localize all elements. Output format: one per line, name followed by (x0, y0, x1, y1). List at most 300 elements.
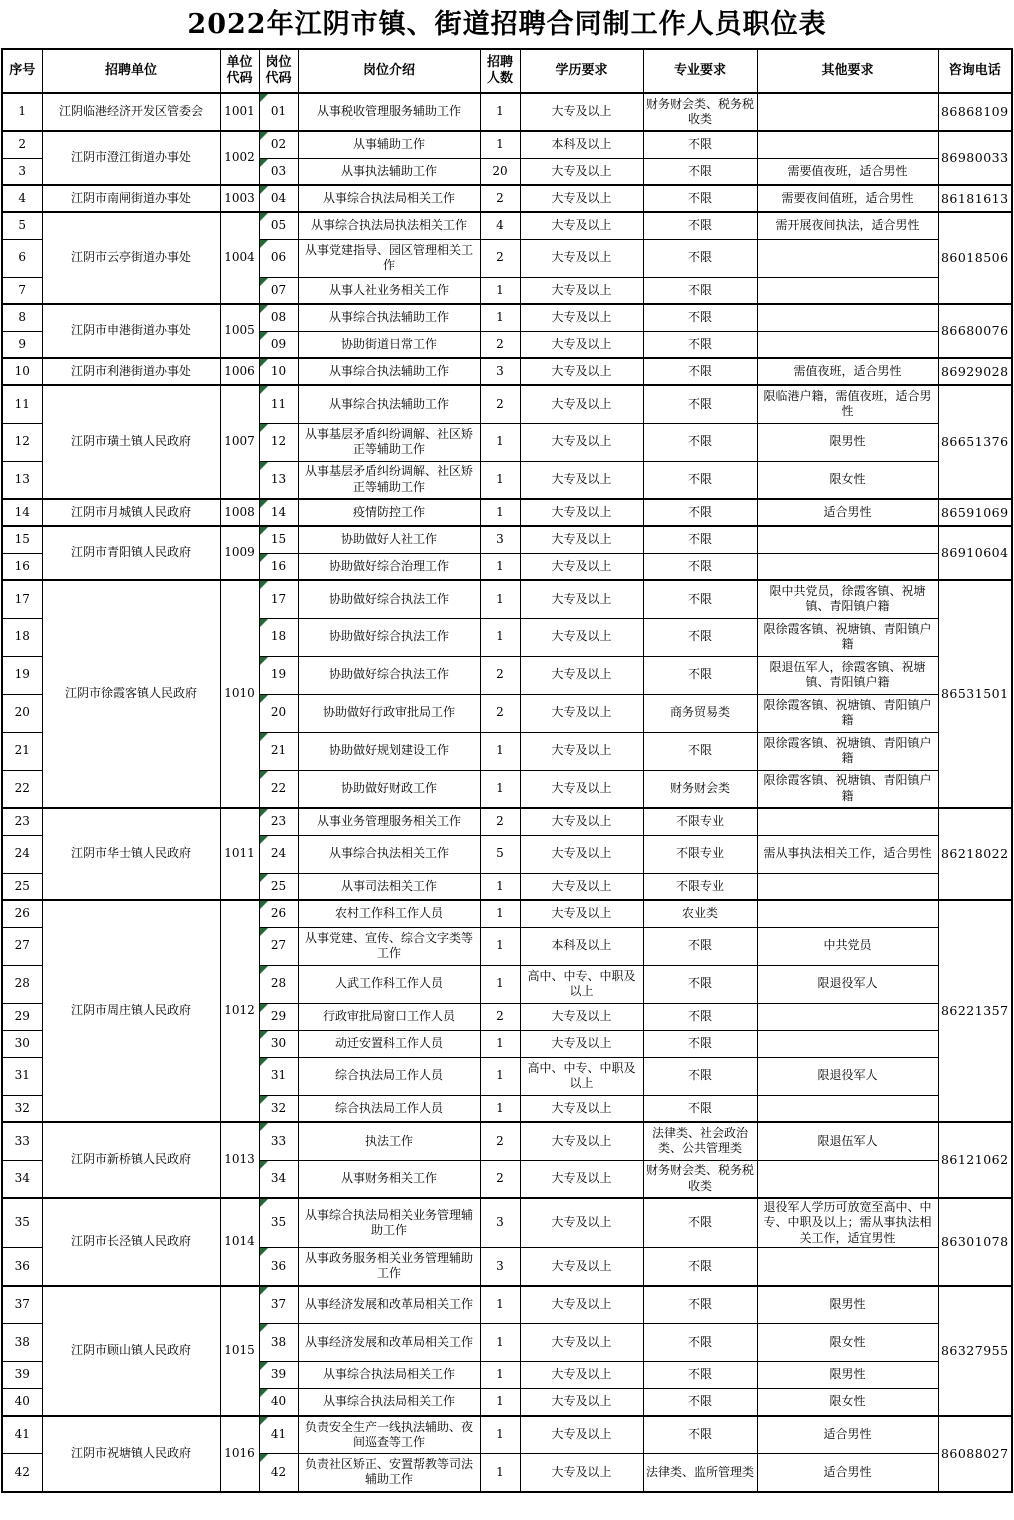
phone-cell: 86327955 (938, 1286, 1012, 1416)
post-code-cell: 10 (259, 358, 298, 385)
other-requirement-cell: 需开展夜间执法，适合男性 (757, 212, 938, 239)
education-cell: 大专及以上 (520, 499, 643, 526)
green-triangle-icon (260, 733, 268, 741)
phone-cell: 86121062 (938, 1122, 1012, 1198)
intro-cell: 从事综合执法局相关工作 (298, 1389, 480, 1416)
count-cell: 20 (480, 158, 520, 185)
phone-cell: 86018506 (938, 212, 1012, 304)
unit-code-cell: 1006 (220, 358, 259, 385)
unit-group (2, 1286, 1012, 1416)
post-code-cell: 15 (259, 526, 298, 553)
serial-cell: 38 (2, 1324, 42, 1362)
unit-code-cell: 1003 (220, 185, 259, 212)
green-triangle-icon (260, 527, 268, 535)
other-requirement-cell (757, 808, 938, 835)
table-row (2, 808, 1012, 835)
other-requirement-cell: 需从事执法相关工作，适合男性 (757, 835, 938, 873)
post-code-cell: 16 (259, 553, 298, 580)
count-cell: 1 (480, 927, 520, 965)
green-triangle-icon (260, 332, 268, 340)
table-header (2, 49, 1012, 93)
serial-cell: 33 (2, 1122, 42, 1160)
unit-code-cell: 1015 (220, 1286, 259, 1416)
table-row (2, 358, 1012, 385)
post-code-cell: 22 (259, 770, 298, 808)
education-cell: 高中、中专、中职及以上 (520, 1057, 643, 1095)
other-requirement-cell: 需要夜间值班，适合男性 (757, 185, 938, 212)
other-requirement-cell (757, 1003, 938, 1030)
other-requirement-cell: 限退役军人 (757, 965, 938, 1003)
serial-cell: 3 (2, 158, 42, 185)
col-header-major: 专业要求 (643, 49, 757, 93)
green-triangle-icon (260, 240, 268, 248)
green-triangle-icon (260, 1031, 268, 1039)
green-triangle-icon (260, 386, 268, 394)
intro-cell: 从事综合执法辅助工作 (298, 385, 480, 423)
count-cell: 2 (480, 808, 520, 835)
intro-cell: 从事税收管理服务辅助工作 (298, 93, 480, 131)
major-cell: 不限 (643, 1286, 757, 1324)
post-code-cell: 42 (259, 1454, 298, 1492)
education-cell: 大专及以上 (520, 385, 643, 423)
count-cell: 1 (480, 131, 520, 158)
education-cell: 大专及以上 (520, 277, 643, 304)
green-triangle-icon (260, 1417, 268, 1425)
count-cell: 2 (480, 656, 520, 694)
count-cell: 1 (480, 1416, 520, 1454)
count-cell: 2 (480, 185, 520, 212)
major-cell: 不限 (643, 131, 757, 158)
education-cell: 大专及以上 (520, 526, 643, 553)
green-triangle-icon (260, 1161, 268, 1169)
post-code-cell: 19 (259, 656, 298, 694)
unit-group (2, 131, 1012, 185)
green-triangle-icon (260, 1454, 268, 1462)
col-header-unit: 招聘单位 (42, 49, 220, 93)
education-cell: 大专及以上 (520, 808, 643, 835)
green-triangle-icon (260, 874, 268, 882)
phone-cell: 86910604 (938, 526, 1012, 580)
intro-cell: 从事综合执法辅助工作 (298, 358, 480, 385)
other-requirement-cell (757, 93, 938, 131)
other-requirement-cell (757, 331, 938, 358)
other-requirement-cell: 限女性 (757, 461, 938, 499)
intro-cell: 协助做好人社工作 (298, 526, 480, 553)
serial-cell: 21 (2, 732, 42, 770)
header-row (2, 49, 1012, 93)
other-requirement-cell (757, 873, 938, 900)
intro-cell: 疫情防控工作 (298, 499, 480, 526)
green-triangle-icon (260, 1123, 268, 1131)
unit-group (2, 1416, 1012, 1492)
unit-code-cell: 1008 (220, 499, 259, 526)
unit-code-cell: 1005 (220, 304, 259, 358)
col-header-post-code: 岗位代码 (259, 49, 298, 93)
other-requirement-cell: 限女性 (757, 1324, 938, 1362)
post-code-cell: 31 (259, 1057, 298, 1095)
intro-cell: 从事财务相关工作 (298, 1160, 480, 1198)
education-cell: 大专及以上 (520, 1003, 643, 1030)
other-requirement-cell: 限男性 (757, 1286, 938, 1324)
unit-group (2, 526, 1012, 580)
count-cell: 1 (480, 1389, 520, 1416)
count-cell: 1 (480, 618, 520, 656)
other-requirement-cell (757, 239, 938, 277)
unit-group (2, 93, 1012, 131)
post-code-cell: 03 (259, 158, 298, 185)
green-triangle-icon (260, 1324, 268, 1332)
intro-cell: 从事综合执法辅助工作 (298, 304, 480, 331)
count-cell: 1 (480, 1057, 520, 1095)
other-requirement-cell: 限男性 (757, 423, 938, 461)
intro-cell: 农村工作科工作人员 (298, 900, 480, 927)
intro-cell: 负责安全生产一线执法辅助、夜间巡查等工作 (298, 1416, 480, 1454)
post-code-cell: 40 (259, 1389, 298, 1416)
serial-cell: 6 (2, 239, 42, 277)
intro-cell: 从事综合执法局执法相关工作 (298, 212, 480, 239)
count-cell: 1 (480, 1095, 520, 1122)
unit-code-cell: 1004 (220, 212, 259, 304)
serial-cell: 35 (2, 1198, 42, 1248)
other-requirement-cell: 限徐霞客镇、祝塘镇、青阳镇户籍 (757, 694, 938, 732)
education-cell: 大专及以上 (520, 461, 643, 499)
major-cell: 不限 (643, 1095, 757, 1122)
unit-name-cell: 江阴市青阳镇人民政府 (42, 526, 220, 580)
unit-group (2, 1198, 1012, 1286)
intro-cell: 从事司法相关工作 (298, 873, 480, 900)
intro-cell: 从事综合执法局相关工作 (298, 185, 480, 212)
post-code-cell: 24 (259, 835, 298, 873)
count-cell: 1 (480, 1454, 520, 1492)
position-table (1, 48, 1013, 1493)
post-code-cell: 41 (259, 1416, 298, 1454)
education-cell: 大专及以上 (520, 423, 643, 461)
phone-cell: 86221357 (938, 900, 1012, 1122)
phone-cell: 86181613 (938, 185, 1012, 212)
table-row (2, 304, 1012, 331)
other-requirement-cell (757, 1160, 938, 1198)
unit-code-cell: 1011 (220, 808, 259, 900)
phone-cell: 86591069 (938, 499, 1012, 526)
intro-cell: 从事人社业务相关工作 (298, 277, 480, 304)
post-code-cell: 26 (259, 900, 298, 927)
unit-group (2, 900, 1012, 1122)
serial-cell: 30 (2, 1030, 42, 1057)
count-cell: 5 (480, 835, 520, 873)
major-cell: 不限 (643, 927, 757, 965)
intro-cell: 从事基层矛盾纠纷调解、社区矫正等辅助工作 (298, 423, 480, 461)
table-row (2, 185, 1012, 212)
unit-code-cell: 1002 (220, 131, 259, 185)
serial-cell: 41 (2, 1416, 42, 1454)
education-cell: 本科及以上 (520, 131, 643, 158)
phone-cell: 86929028 (938, 358, 1012, 385)
intro-cell: 从事综合执法局相关工作 (298, 1362, 480, 1389)
post-code-cell: 23 (259, 808, 298, 835)
green-triangle-icon (260, 695, 268, 703)
serial-cell: 19 (2, 656, 42, 694)
unit-code-cell: 1001 (220, 93, 259, 131)
post-code-cell: 34 (259, 1160, 298, 1198)
table-row (2, 212, 1012, 239)
post-code-cell: 32 (259, 1095, 298, 1122)
serial-cell: 39 (2, 1362, 42, 1389)
count-cell: 1 (480, 461, 520, 499)
green-triangle-icon (260, 1199, 268, 1207)
unit-group (2, 808, 1012, 900)
serial-cell: 34 (2, 1160, 42, 1198)
education-cell: 大专及以上 (520, 212, 643, 239)
other-requirement-cell: 限临港户籍，需值夜班，适合男性 (757, 385, 938, 423)
unit-group (2, 1122, 1012, 1198)
education-cell: 大专及以上 (520, 185, 643, 212)
post-code-cell: 37 (259, 1286, 298, 1324)
green-triangle-icon (260, 305, 268, 313)
intro-cell: 综合执法局工作人员 (298, 1095, 480, 1122)
other-requirement-cell (757, 131, 938, 158)
major-cell: 不限 (643, 499, 757, 526)
major-cell: 不限 (643, 158, 757, 185)
major-cell: 不限 (643, 212, 757, 239)
serial-cell: 12 (2, 423, 42, 461)
green-triangle-icon (260, 1362, 268, 1370)
serial-cell: 7 (2, 277, 42, 304)
serial-cell: 1 (2, 93, 42, 131)
intro-cell: 人武工作科工作人员 (298, 965, 480, 1003)
green-triangle-icon (260, 213, 268, 221)
green-triangle-icon (260, 159, 268, 167)
major-cell: 商务贸易类 (643, 694, 757, 732)
education-cell: 大专及以上 (520, 358, 643, 385)
major-cell: 不限专业 (643, 873, 757, 900)
serial-cell: 36 (2, 1248, 42, 1286)
green-triangle-icon (260, 771, 268, 779)
education-cell: 大专及以上 (520, 1095, 643, 1122)
unit-group (2, 185, 1012, 212)
education-cell: 大专及以上 (520, 618, 643, 656)
education-cell: 大专及以上 (520, 304, 643, 331)
education-cell: 大专及以上 (520, 1454, 643, 1492)
education-cell: 大专及以上 (520, 900, 643, 927)
other-requirement-cell: 中共党员 (757, 927, 938, 965)
other-requirement-cell: 限退役军人 (757, 1057, 938, 1095)
serial-cell: 11 (2, 385, 42, 423)
count-cell: 2 (480, 1122, 520, 1160)
count-cell: 2 (480, 694, 520, 732)
major-cell: 不限 (643, 1362, 757, 1389)
other-requirement-cell: 限徐霞客镇、祝塘镇、青阳镇户籍 (757, 618, 938, 656)
count-cell: 2 (480, 239, 520, 277)
table-row (2, 580, 1012, 618)
intro-cell: 从事综合执法相关工作 (298, 835, 480, 873)
green-triangle-icon (260, 186, 268, 194)
green-triangle-icon (260, 1004, 268, 1012)
phone-cell: 86680076 (938, 304, 1012, 358)
post-code-cell: 33 (259, 1122, 298, 1160)
other-requirement-cell (757, 277, 938, 304)
count-cell: 2 (480, 1003, 520, 1030)
serial-cell: 40 (2, 1389, 42, 1416)
table-row (2, 131, 1012, 158)
major-cell: 不限 (643, 277, 757, 304)
serial-cell: 31 (2, 1057, 42, 1095)
education-cell: 高中、中专、中职及以上 (520, 965, 643, 1003)
serial-cell: 8 (2, 304, 42, 331)
serial-cell: 29 (2, 1003, 42, 1030)
unit-name-cell: 江阴市月城镇人民政府 (42, 499, 220, 526)
education-cell: 大专及以上 (520, 158, 643, 185)
phone-cell: 86980033 (938, 131, 1012, 185)
education-cell: 大专及以上 (520, 1198, 643, 1248)
major-cell: 农业类 (643, 900, 757, 927)
count-cell: 1 (480, 580, 520, 618)
other-requirement-cell: 适合男性 (757, 1416, 938, 1454)
unit-group (2, 580, 1012, 808)
intro-cell: 协助街道日常工作 (298, 331, 480, 358)
post-code-cell: 27 (259, 927, 298, 965)
intro-cell: 从事执法辅助工作 (298, 158, 480, 185)
serial-cell: 42 (2, 1454, 42, 1492)
unit-name-cell: 江阴市长泾镇人民政府 (42, 1198, 220, 1286)
major-cell: 不限 (643, 239, 757, 277)
other-requirement-cell: 限退伍军人 (757, 1122, 938, 1160)
education-cell: 大专及以上 (520, 1286, 643, 1324)
education-cell: 大专及以上 (520, 1160, 643, 1198)
major-cell: 不限 (643, 732, 757, 770)
green-triangle-icon (260, 359, 268, 367)
intro-cell: 从事综合执法局相关业务管理辅助工作 (298, 1198, 480, 1248)
unit-name-cell: 江阴市璜土镇人民政府 (42, 385, 220, 499)
green-triangle-icon (260, 1389, 268, 1397)
major-cell: 不限 (643, 358, 757, 385)
serial-cell: 17 (2, 580, 42, 618)
green-triangle-icon (260, 1287, 268, 1295)
green-triangle-icon (260, 462, 268, 470)
intro-cell: 从事党建指导、园区管理相关工作 (298, 239, 480, 277)
major-cell: 不限 (643, 965, 757, 1003)
col-header-phone: 咨询电话 (938, 49, 1012, 93)
count-cell: 1 (480, 1362, 520, 1389)
table-row (2, 1122, 1012, 1160)
other-requirement-cell (757, 1248, 938, 1286)
count-cell: 3 (480, 1248, 520, 1286)
table-row (2, 499, 1012, 526)
major-cell: 不限 (643, 618, 757, 656)
other-requirement-cell (757, 1095, 938, 1122)
post-code-cell: 08 (259, 304, 298, 331)
green-triangle-icon (260, 657, 268, 665)
post-code-cell: 05 (259, 212, 298, 239)
other-requirement-cell: 限男性 (757, 1362, 938, 1389)
post-code-cell: 18 (259, 618, 298, 656)
education-cell: 大专及以上 (520, 93, 643, 131)
major-cell: 不限 (643, 656, 757, 694)
count-cell: 1 (480, 277, 520, 304)
green-triangle-icon (260, 424, 268, 432)
unit-code-cell: 1013 (220, 1122, 259, 1198)
education-cell: 大专及以上 (520, 732, 643, 770)
green-triangle-icon (260, 966, 268, 974)
serial-cell: 37 (2, 1286, 42, 1324)
serial-cell: 23 (2, 808, 42, 835)
major-cell: 不限 (643, 1057, 757, 1095)
other-requirement-cell (757, 304, 938, 331)
major-cell: 不限 (643, 580, 757, 618)
major-cell: 不限 (643, 1030, 757, 1057)
unit-group (2, 304, 1012, 358)
education-cell: 本科及以上 (520, 927, 643, 965)
intro-cell: 动迁安置科工作人员 (298, 1030, 480, 1057)
unit-name-cell: 江阴市周庄镇人民政府 (42, 900, 220, 1122)
table-row (2, 385, 1012, 423)
major-cell: 不限 (643, 1248, 757, 1286)
green-triangle-icon (260, 836, 268, 844)
post-code-cell: 35 (259, 1198, 298, 1248)
table-row (2, 93, 1012, 131)
other-requirement-cell: 需值夜班，适合男性 (757, 358, 938, 385)
education-cell: 大专及以上 (520, 694, 643, 732)
major-cell: 法律类、监所管理类 (643, 1454, 757, 1492)
post-code-cell: 36 (259, 1248, 298, 1286)
phone-cell: 86531501 (938, 580, 1012, 808)
post-code-cell: 09 (259, 331, 298, 358)
post-code-cell: 01 (259, 93, 298, 131)
serial-cell: 15 (2, 526, 42, 553)
unit-group (2, 385, 1012, 499)
unit-name-cell: 江阴市祝塘镇人民政府 (42, 1416, 220, 1492)
education-cell: 大专及以上 (520, 835, 643, 873)
post-code-cell: 25 (259, 873, 298, 900)
count-cell: 1 (480, 1030, 520, 1057)
intro-cell: 协助做好综合执法工作 (298, 656, 480, 694)
other-requirement-cell: 限中共党员，徐霞客镇、祝塘镇、青阳镇户籍 (757, 580, 938, 618)
phone-cell: 86868109 (938, 93, 1012, 131)
page-title: 2022年江阴市镇、街道招聘合同制工作人员职位表 (187, 9, 827, 40)
major-cell: 不限专业 (643, 808, 757, 835)
major-cell: 不限 (643, 385, 757, 423)
serial-cell: 10 (2, 358, 42, 385)
other-requirement-cell: 限徐霞客镇、祝塘镇、青阳镇户籍 (757, 732, 938, 770)
post-code-cell: 20 (259, 694, 298, 732)
major-cell: 不限 (643, 553, 757, 580)
post-code-cell: 28 (259, 965, 298, 1003)
unit-name-cell: 江阴市申港街道办事处 (42, 304, 220, 358)
serial-cell: 16 (2, 553, 42, 580)
serial-cell: 14 (2, 499, 42, 526)
table-row (2, 1198, 1012, 1248)
col-header-education: 学历要求 (520, 49, 643, 93)
major-cell: 不限 (643, 1324, 757, 1362)
serial-cell: 9 (2, 331, 42, 358)
major-cell: 财务财会类、税务税收类 (643, 1160, 757, 1198)
unit-code-cell: 1007 (220, 385, 259, 499)
post-code-cell: 06 (259, 239, 298, 277)
green-triangle-icon (260, 1248, 268, 1256)
intro-cell: 行政审批局窗口工作人员 (298, 1003, 480, 1030)
unit-name-cell: 江阴市新桥镇人民政府 (42, 1122, 220, 1198)
unit-name-cell: 江阴临港经济开发区管委会 (42, 93, 220, 131)
other-requirement-cell (757, 553, 938, 580)
post-code-cell: 07 (259, 277, 298, 304)
serial-cell: 22 (2, 770, 42, 808)
major-cell: 不限 (643, 185, 757, 212)
unit-name-cell: 江阴市利港街道办事处 (42, 358, 220, 385)
unit-name-cell: 江阴市云亭街道办事处 (42, 212, 220, 304)
serial-cell: 2 (2, 131, 42, 158)
col-header-intro: 岗位介绍 (298, 49, 480, 93)
col-header-count: 招聘人数 (480, 49, 520, 93)
intro-cell: 从事经济发展和改革局相关工作 (298, 1286, 480, 1324)
